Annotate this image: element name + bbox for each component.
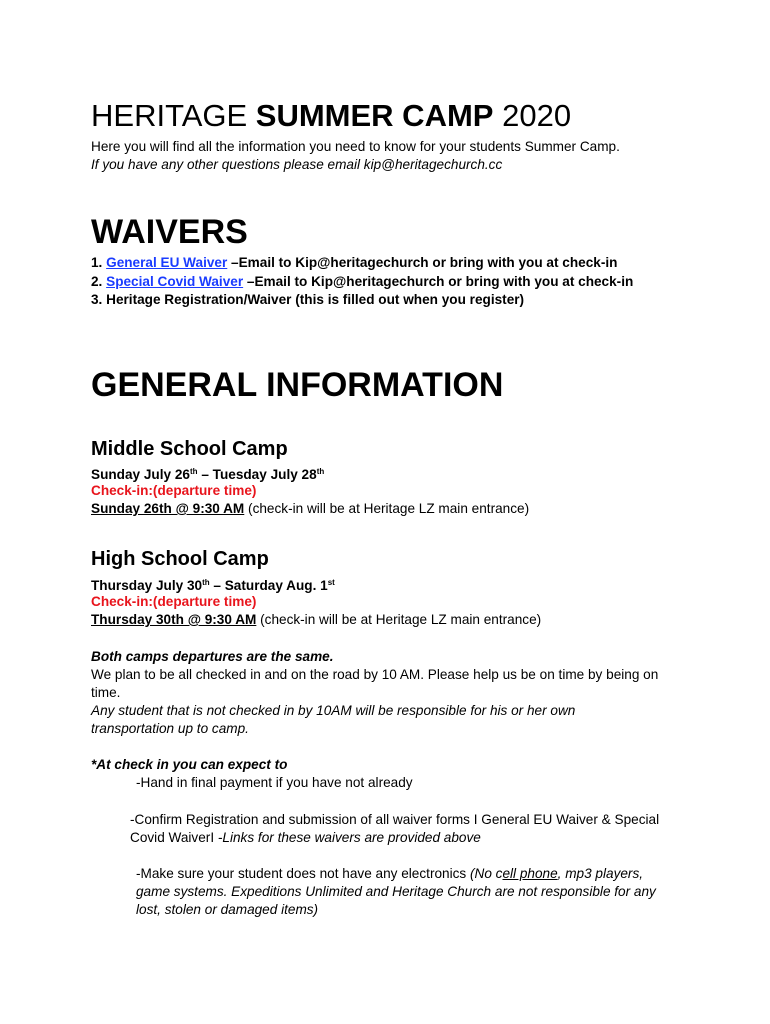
late-policy-text: Any student that is not checked in by 10AM will be responsible for his or her own transportation up to camp.	[91, 703, 576, 737]
checkin-expectations-heading: *At check in you can expect to	[91, 757, 288, 772]
expectation-confirm-registration	[130, 811, 690, 847]
waiver-instruction: –Email to Kip@heritagechurch or bring with you at check-in	[243, 273, 634, 289]
waiver-instruction: Heritage Registration/Waiver (this is filled out when you register)	[102, 292, 525, 307]
waiver-number: 3.	[91, 292, 103, 307]
waivers-heading: WAIVERS	[91, 213, 248, 251]
checkin-note: (check-in will be at Heritage LZ main entrance)	[256, 612, 542, 627]
checkin-time: Thursday 30th @ 9:30 AM	[91, 612, 257, 627]
waivers-list	[91, 254, 691, 310]
title-part-year: 2020	[502, 98, 572, 133]
middle-school-checkin-time	[91, 500, 529, 518]
date-end: – Tuesday July 28	[197, 467, 317, 482]
checkin-time: Sunday 26th @ 9:30 AM	[91, 501, 245, 516]
expectation-text: -Make sure your student does not have any electronics	[136, 866, 470, 881]
expectation-note: , mp3 players, game systems. Expeditions Unlimited and Heritage Church are not responsible for any lost, stolen or damaged items)	[136, 866, 656, 918]
departure-heading: Both camps departures are the same.	[91, 649, 334, 664]
date-start: Thursday July 30	[91, 578, 203, 593]
waiver-instruction: –Email to Kip@heritagechurch or bring with you at check-in	[227, 255, 618, 270]
title-part-heritage: HERITAGE	[91, 98, 248, 133]
waiver-item-1	[91, 254, 691, 273]
waiver-item-3	[91, 291, 691, 310]
expectation-payment: -Hand in final payment if you have not already	[136, 775, 413, 790]
general-eu-waiver-link[interactable]: General EU Waiver	[106, 255, 228, 270]
page-title	[91, 96, 571, 136]
date-end: – Saturday Aug. 1	[209, 578, 328, 593]
general-information-heading: GENERAL INFORMATION	[91, 366, 504, 404]
date-start: Sunday July 26	[91, 467, 190, 482]
checkin-note: (check-in will be at Heritage LZ main entrance)	[244, 501, 530, 516]
high-school-checkin-label: Check-in:(departure time)	[91, 594, 257, 609]
high-school-heading: High School Camp	[91, 548, 269, 570]
date-suffix: th	[202, 578, 210, 587]
waiver-item-2	[91, 273, 691, 292]
expectation-note-underlined: ell phone	[502, 866, 558, 881]
waiver-number: 1.	[91, 255, 103, 270]
expectation-note: (No c	[469, 866, 503, 881]
date-suffix: st	[327, 578, 335, 587]
title-part-summer-camp: SUMMER CAMP	[255, 98, 494, 133]
middle-school-dates	[91, 463, 324, 484]
waiver-number: 2.	[91, 273, 103, 289]
date-suffix: th	[316, 467, 325, 476]
date-suffix: th	[189, 467, 198, 476]
intro-text: Here you will find all the information you need to know for your students Summer Camp.	[91, 139, 620, 154]
expectation-electronics	[136, 865, 676, 920]
expectation-note: -Links for these waivers are provided above	[214, 830, 481, 846]
special-covid-waiver-link[interactable]: Special Covid Waiver	[106, 273, 244, 289]
intro-contact-text: If you have any other questions please email kip@heritagechurch.cc	[91, 157, 503, 172]
high-school-checkin-time	[91, 611, 541, 629]
middle-school-heading: Middle School Camp	[91, 438, 288, 460]
high-school-dates	[91, 574, 335, 595]
middle-school-checkin-label: Check-in:(departure time)	[91, 483, 257, 498]
departure-plan-text: We plan to be all checked in and on the road by 10 AM. Please help us be on time by being on time.	[91, 667, 659, 701]
expectation-text: -Confirm Registration and submission of all waiver forms I General EU Waiver & Special Covid WaiverI	[130, 812, 660, 846]
